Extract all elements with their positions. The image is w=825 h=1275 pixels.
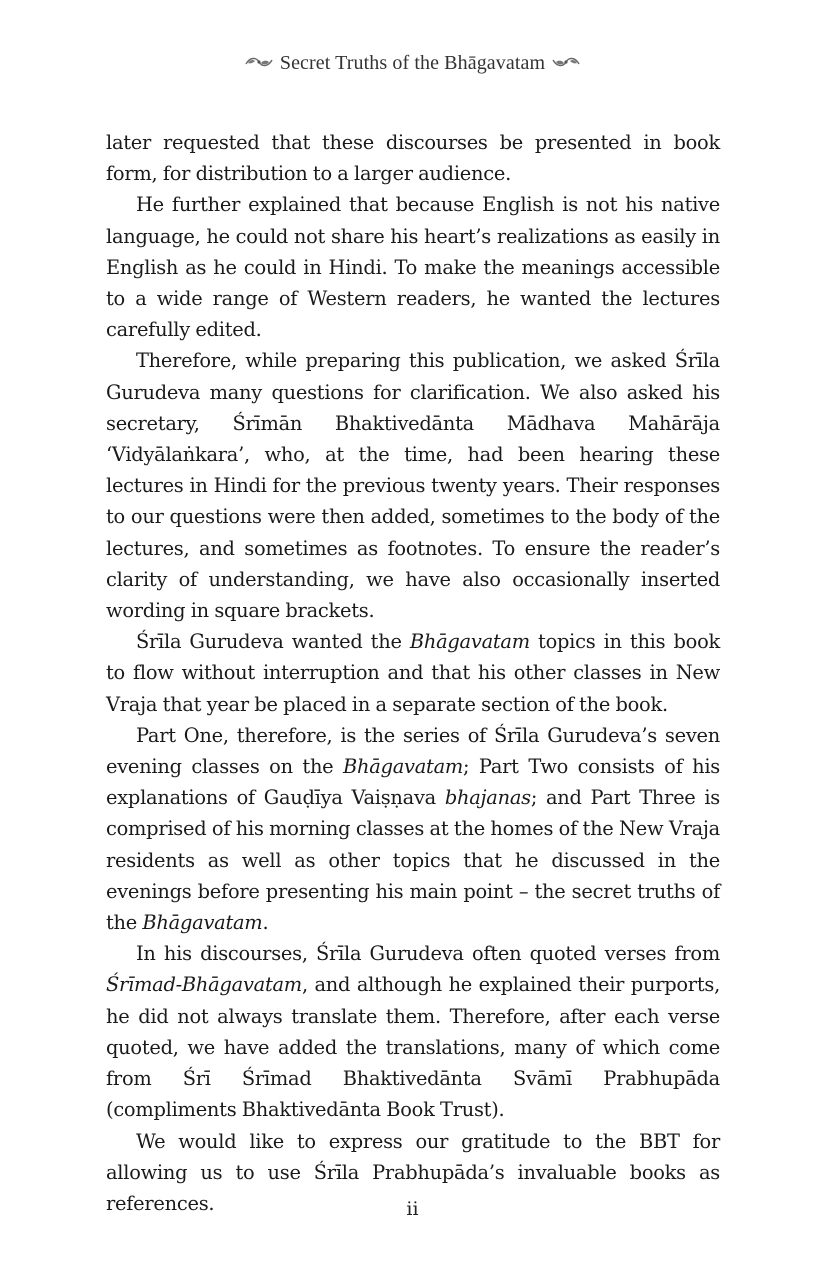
leaf-ornament-left-icon <box>244 55 274 69</box>
paragraph-text: Therefore, while preparing this publication, we asked Śrīla Gurudeva many questions for clarification. We also asked his secretary, Śrīmān Bhaktivedānta Mādhava Mahārāja ‘Vidyālaṅkara’, who, at the time, had been hearing these lectures in Hindi for the previous twenty years. Their responses to our questions were then added, sometimes to the body of the lectures, and sometimes as footnotes. To ensure the reader’s clarity of understanding, we have also occasionally inserted wording in square brackets. <box>106 349 720 623</box>
running-header <box>0 52 825 75</box>
leaf-ornament-right-icon <box>551 55 581 69</box>
italic-title-text: Bhāgavatam <box>343 755 464 779</box>
paragraph-text: . <box>262 911 269 935</box>
paragraph-text: , and although he explained their purports, he did not always translate them. Therefore, after each verse quoted, we have added the translations, many of which come from Śrī Śrīmad Bhaktivedānta Svāmī Prabhupāda (compliments Bhaktivedānta Book Trust). <box>106 973 720 1122</box>
paragraph-text: In his discourses, Śrīla Gurudeva often quoted verses from <box>136 942 720 966</box>
running-header-title: Secret Truths of the Bhāgavatam <box>279 52 546 74</box>
body-paragraph <box>106 626 720 720</box>
italic-title-text: Bhāgavatam <box>142 911 263 935</box>
paragraph-text: Part One, therefore, is the series of Śrīla Gurudeva’s seven evening classes on the <box>106 723 720 779</box>
italic-title-text: bhajanas <box>444 786 531 810</box>
body-paragraph <box>106 189 720 345</box>
body-paragraph <box>106 720 720 938</box>
body-paragraph <box>106 938 720 1125</box>
page-number: ii <box>406 1198 419 1220</box>
paragraph-text: He further explained that because English is not his native language, he could not share his heart’s realizations as easily in English as he could in Hindi. To make the meanings accessible to a wide range of Western readers, he wanted the lectures carefully edited. <box>106 193 720 342</box>
paragraph-text: topics in this book to flow without interruption and that his other classes in New Vraja that year be placed in a separate section of the book. <box>106 630 720 716</box>
paragraph-text: ; and Part Three is comprised of his morning classes at the homes of the New Vraja residents as well as other topics that he discussed in the evenings before presenting his main point – the secret truths of the <box>106 786 720 935</box>
body-paragraph <box>106 345 720 626</box>
body-text <box>106 127 720 1219</box>
paragraph-text: later requested that these discourses be presented in book form, for distribution to a larger audience. <box>106 131 720 186</box>
italic-title-text: Śrīmad-Bhāgavatam <box>106 973 302 997</box>
paragraph-text: Śrīla Gurudeva wanted the <box>136 630 410 654</box>
paragraph-text: ; Part Two consists of his explanations of Gauḍīya Vaiṣṇava <box>106 755 720 810</box>
italic-title-text: Bhāgavatam <box>409 630 530 654</box>
body-paragraph <box>106 127 720 189</box>
paragraph-text: We would like to express our gratitude to the BBT for allowing us to use Śrīla Prabhupāda’s invaluable books as references. <box>106 1129 720 1215</box>
